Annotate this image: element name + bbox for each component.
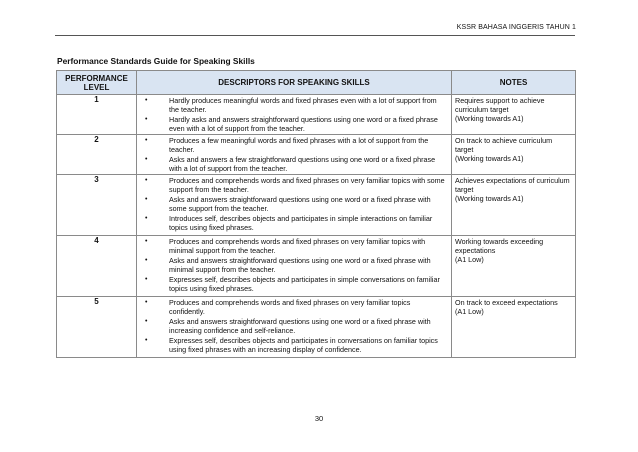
table-row: [57, 95, 576, 135]
descriptor-item: [137, 96, 447, 114]
notes-cell: [452, 95, 576, 135]
column-header-descriptors: DESCRIPTORS FOR SPEAKING SKILLS: [137, 71, 452, 95]
bullet-icon: •: [145, 276, 148, 283]
bullet-icon: •: [145, 299, 148, 306]
note-text: On track to achieve curriculum target (Working towards A1): [455, 136, 553, 163]
descriptor-item: [137, 336, 447, 354]
descriptor-item: [137, 155, 447, 173]
note-text: Working towards exceeding expectations (A1 Low): [455, 237, 544, 264]
descriptors-cell: [137, 297, 452, 358]
note-text: Requires support to achieve curriculum target (Working towards A1): [455, 96, 545, 123]
notes-cell: [452, 135, 576, 175]
table-row: [57, 135, 576, 175]
descriptor-text: Produces a few meaningful words and fixed phrases with a lot of support from the teacher.: [169, 136, 429, 154]
performance-level-cell: 1: [57, 95, 137, 135]
descriptor-text: Produces and comprehends words and fixed phrases on very familiar topics with some support from the teacher.: [169, 176, 445, 194]
descriptor-item: [137, 176, 447, 194]
descriptor-item: [137, 298, 447, 316]
bullet-icon: •: [145, 318, 148, 325]
descriptor-item: [137, 136, 447, 154]
descriptor-text: Introduces self, describes objects and participates in simple interactions on familiar topics using fixed phrases.: [169, 214, 433, 232]
table-row: [57, 175, 576, 236]
performance-level-cell: 5: [57, 297, 137, 358]
descriptor-item: [137, 214, 447, 232]
column-header-notes: NOTES: [452, 71, 576, 95]
notes-cell: [452, 236, 576, 297]
performance-standards-table: [56, 70, 576, 358]
header-rule: [55, 35, 575, 36]
table-header-row: [57, 71, 576, 95]
table-body: [57, 95, 576, 358]
table-row: [57, 236, 576, 297]
page-title: Performance Standards Guide for Speaking Skills: [57, 56, 255, 66]
bullet-icon: •: [145, 238, 148, 245]
descriptor-text: Produces and comprehends words and fixed phrases on very familiar topics with minimal support from the teacher.: [169, 237, 426, 255]
descriptor-text: Asks and answers straightforward questions using one word or a fixed phrase with increasing confidence and self-reliance.: [169, 317, 431, 335]
performance-level-cell: 4: [57, 236, 137, 297]
bullet-icon: •: [145, 337, 148, 344]
bullet-icon: •: [145, 177, 148, 184]
table-row: [57, 297, 576, 358]
descriptor-list: [137, 236, 451, 293]
performance-level-cell: 3: [57, 175, 137, 236]
descriptor-text: Produces and comprehends words and fixed phrases on very familiar topics confidently.: [169, 298, 411, 316]
performance-level-cell: 2: [57, 135, 137, 175]
descriptor-list: [137, 95, 451, 133]
bullet-icon: •: [145, 215, 148, 222]
descriptor-text: Asks and answers straightforward questions using one word or a fixed phrase with minimal support from the teacher.: [169, 256, 431, 274]
descriptors-cell: [137, 175, 452, 236]
notes-cell: [452, 297, 576, 358]
bullet-icon: •: [145, 116, 148, 123]
descriptor-text: Asks and answers a few straightforward questions using one word or a fixed phrase with a lot of support from the teacher.: [169, 155, 436, 173]
descriptor-list: [137, 175, 451, 232]
column-header-level: PERFORMANCE LEVEL: [57, 71, 137, 95]
descriptor-item: [137, 256, 447, 274]
descriptors-cell: [137, 135, 452, 175]
descriptor-text: Asks and answers straightforward questions using one word or a fixed phrase with some support from the teacher.: [169, 195, 431, 213]
descriptor-text: Expresses self, describes objects and participates in simple conversations on familiar topics using fixed phrases.: [169, 275, 440, 293]
descriptor-item: [137, 195, 447, 213]
note-text: Achieves expectations of curriculum target (Working towards A1): [455, 176, 570, 203]
bullet-icon: •: [145, 137, 148, 144]
notes-cell: [452, 175, 576, 236]
descriptor-text: Hardly asks and answers straightforward questions using one word or a fixed phrase even with a lot of support from the teacher.: [169, 115, 438, 133]
descriptors-cell: [137, 95, 452, 135]
note-text: On track to exceed expectations (A1 Low): [455, 298, 558, 316]
descriptor-item: [137, 275, 447, 293]
bullet-icon: •: [145, 156, 148, 163]
bullet-icon: •: [145, 196, 148, 203]
descriptor-text: Expresses self, describes objects and participates in conversations on familiar topics using fixed phrases with an increasing display of confidence.: [169, 336, 438, 354]
page-number: 30: [314, 414, 324, 423]
descriptor-text: Hardly produces meaningful words and fixed phrases even with a lot of support from the teacher.: [169, 96, 437, 114]
descriptor-item: [137, 237, 447, 255]
running-header: KSSR BAHASA INGGERIS TAHUN 1: [456, 24, 576, 31]
descriptor-item: [137, 317, 447, 335]
descriptor-item: [137, 115, 447, 133]
bullet-icon: •: [145, 257, 148, 264]
descriptors-cell: [137, 236, 452, 297]
descriptor-list: [137, 135, 451, 173]
descriptor-list: [137, 297, 451, 354]
bullet-icon: •: [145, 97, 148, 104]
